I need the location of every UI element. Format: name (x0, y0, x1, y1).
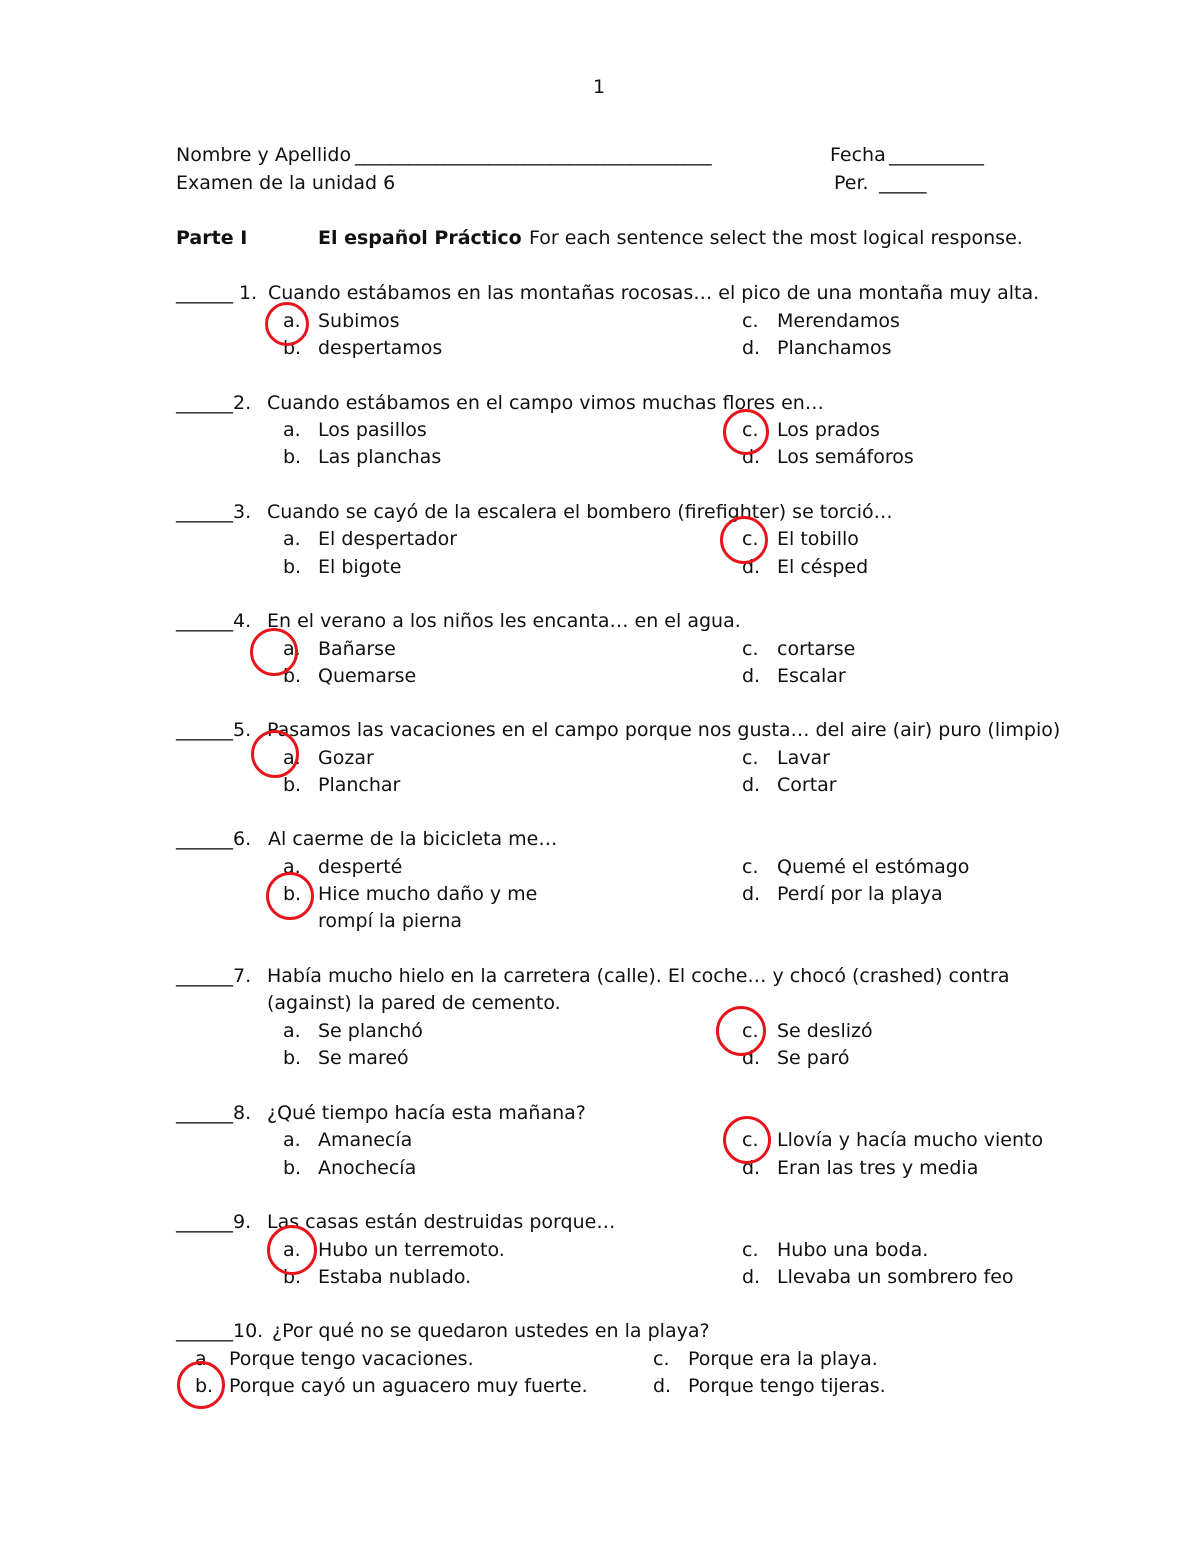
answer-circle (265, 302, 309, 346)
option-c-text[interactable]: Hubo una boda. (777, 1239, 929, 1261)
section-instructions: For each sentence select the most logical response. (529, 227, 1023, 249)
option-a-letter: a. (283, 419, 301, 441)
option-a-text[interactable]: Hubo un terremoto. (318, 1239, 505, 1261)
question-text: Había mucho hielo en la carretera (calle). El coche… y chocó (crashed) contra (267, 965, 1010, 987)
option-c-letter: c. (742, 856, 759, 878)
option-d-letter: d. (742, 774, 761, 796)
option-a-letter: a. (283, 310, 301, 332)
option-a-letter: a. (195, 1348, 213, 1370)
option-b-letter: b. (283, 1266, 302, 1288)
option-a-text[interactable]: El despertador (318, 528, 458, 550)
question-text-continued: (against) la pared de cemento. (267, 992, 561, 1014)
option-b-text[interactable]: Porque cayó un aguacero muy fuerte. (229, 1375, 588, 1397)
option-d-text[interactable]: Cortar (777, 774, 837, 796)
question-text: En el verano a los niños les encanta… en el agua. (267, 610, 741, 632)
period-blank[interactable]: _____ (879, 172, 927, 194)
question-text: Cuando estábamos en las montañas rocosas… el pico de una montaña muy alta. (268, 282, 1040, 304)
option-c-letter: c. (742, 1020, 759, 1042)
section-label: Parte I (176, 227, 248, 249)
option-d-letter: d. (742, 1157, 761, 1179)
option-c-letter: c. (742, 310, 759, 332)
question-stem[interactable]: ______8. (176, 1102, 252, 1124)
answer-circle (267, 1225, 317, 1275)
option-b-text[interactable]: Anochecía (318, 1157, 417, 1179)
option-d-letter: d. (742, 446, 761, 468)
date-blank[interactable]: __________ (889, 144, 984, 166)
option-a-text[interactable]: Los pasillos (318, 419, 427, 441)
option-a-text[interactable]: Subimos (318, 310, 400, 332)
question-stem[interactable]: ______3. (176, 501, 252, 523)
option-d-text[interactable]: Eran las tres y media (777, 1157, 979, 1179)
date-label: Fecha (830, 144, 886, 166)
option-d-letter: d. (742, 665, 761, 687)
question-text: Pasamos las vacaciones en el campo porque nos gusta… del aire (air) puro (limpio) (267, 719, 1061, 741)
option-d-text[interactable]: Planchamos (777, 337, 892, 359)
option-d-letter: d. (742, 883, 761, 905)
option-d-letter: d. (653, 1375, 672, 1397)
option-d-text[interactable]: Llevaba un sombrero feo (777, 1266, 1014, 1288)
question-stem[interactable]: ______9. (176, 1211, 252, 1233)
question-stem[interactable]: ______10. (176, 1320, 264, 1342)
option-c-text[interactable]: Se deslizó (777, 1020, 873, 1042)
option-d-letter: d. (742, 556, 761, 578)
option-a-text[interactable]: Porque tengo vacaciones. (229, 1348, 474, 1370)
option-b-letter: b. (195, 1375, 214, 1397)
option-c-text[interactable]: Porque era la playa. (688, 1348, 878, 1370)
question-stem[interactable]: ______2. (176, 392, 252, 414)
option-a-text[interactable]: Gozar (318, 747, 374, 769)
answer-circle (266, 872, 314, 920)
option-c-letter: c. (742, 1239, 759, 1261)
option-c-text[interactable]: Merendamos (777, 310, 900, 332)
option-d-text[interactable]: Porque tengo tijeras. (688, 1375, 886, 1397)
option-a-letter: a. (283, 856, 301, 878)
option-c-letter: c. (742, 528, 759, 550)
option-a-letter: a. (283, 1239, 301, 1261)
option-b-text[interactable]: Estaba nublado. (318, 1266, 472, 1288)
question-text: Las casas están destruidas porque… (267, 1211, 616, 1233)
option-c-text[interactable]: Lavar (777, 747, 830, 769)
page-number: 1 (593, 76, 606, 98)
exam-title: Examen de la unidad 6 (176, 172, 396, 194)
question-text: Cuando se cayó de la escalera el bombero (firefighter) se torció… (267, 501, 893, 523)
answer-circle (720, 516, 768, 564)
option-d-text[interactable]: Los semáforos (777, 446, 914, 468)
question-stem[interactable]: ______6. (176, 828, 252, 850)
answer-circle (250, 628, 298, 676)
option-c-letter: c. (742, 638, 759, 660)
option-b-text[interactable]: Se mareó (318, 1047, 409, 1069)
option-b-text-continued[interactable]: rompí la pierna (318, 910, 463, 932)
option-a-text[interactable]: desperté (318, 856, 403, 878)
option-a-text[interactable]: Se planchó (318, 1020, 423, 1042)
option-c-text[interactable]: Quemé el estómago (777, 856, 970, 878)
option-d-letter: d. (742, 1266, 761, 1288)
option-c-letter: c. (742, 747, 759, 769)
option-b-text[interactable]: despertamos (318, 337, 443, 359)
option-d-text[interactable]: El césped (777, 556, 869, 578)
question-stem[interactable]: ______4. (176, 610, 252, 632)
option-d-letter: d. (742, 337, 761, 359)
option-b-text[interactable]: Quemarse (318, 665, 417, 687)
question-text: Al caerme de la bicicleta me… (268, 828, 558, 850)
section-title: El español Práctico (318, 227, 522, 249)
name-label: Nombre y Apellido (176, 144, 352, 166)
option-b-text[interactable]: Hice mucho daño y me (318, 883, 538, 905)
option-b-letter: b. (283, 1157, 302, 1179)
question-text: Cuando estábamos en el campo vimos muchas flores en… (267, 392, 824, 414)
option-b-letter: b. (283, 446, 302, 468)
answer-circle (251, 730, 299, 778)
option-a-text[interactable]: Bañarse (318, 638, 396, 660)
option-c-letter: c. (742, 1129, 759, 1151)
question-stem[interactable]: ______7. (176, 965, 252, 987)
option-b-text[interactable]: El bigote (318, 556, 402, 578)
option-c-letter: c. (653, 1348, 670, 1370)
option-b-text[interactable]: Planchar (318, 774, 401, 796)
option-b-letter: b. (283, 556, 302, 578)
option-c-text[interactable]: Los prados (777, 419, 880, 441)
answer-circle (177, 1361, 225, 1409)
option-a-letter: a. (283, 528, 301, 550)
answer-circle (723, 409, 769, 455)
answer-circle (716, 1006, 766, 1056)
question-text: ¿Por qué no se quedaron ustedes en la playa? (272, 1320, 710, 1342)
option-a-text[interactable]: Amanecía (318, 1129, 413, 1151)
option-d-text[interactable]: Se paró (777, 1047, 850, 1069)
question-stem[interactable]: ______ 1. (176, 282, 258, 304)
option-b-text[interactable]: Las planchas (318, 446, 442, 468)
option-b-letter: b. (283, 665, 302, 687)
option-c-text[interactable]: Llovía y hacía mucho viento (777, 1129, 1044, 1151)
option-a-letter: a. (283, 1129, 301, 1151)
question-stem[interactable]: ______5. (176, 719, 252, 741)
option-c-text[interactable]: El tobillo (777, 528, 859, 550)
question-text: ¿Qué tiempo hacía esta mañana? (267, 1102, 586, 1124)
answer-circle (723, 1116, 771, 1164)
name-blank[interactable]: ________________________________________ (355, 144, 712, 166)
period-label: Per. (834, 172, 869, 194)
option-a-letter: a. (283, 747, 301, 769)
option-b-letter: b. (283, 883, 302, 905)
option-c-text[interactable]: cortarse (777, 638, 856, 660)
option-d-letter: d. (742, 1047, 761, 1069)
option-a-letter: a. (283, 1020, 301, 1042)
option-d-text[interactable]: Escalar (777, 665, 846, 687)
option-b-letter: b. (283, 774, 302, 796)
option-a-letter: a. (283, 638, 301, 660)
option-d-text[interactable]: Perdí por la playa (777, 883, 943, 905)
option-b-letter: b. (283, 1047, 302, 1069)
option-c-letter: c. (742, 419, 759, 441)
option-b-letter: b. (283, 337, 302, 359)
